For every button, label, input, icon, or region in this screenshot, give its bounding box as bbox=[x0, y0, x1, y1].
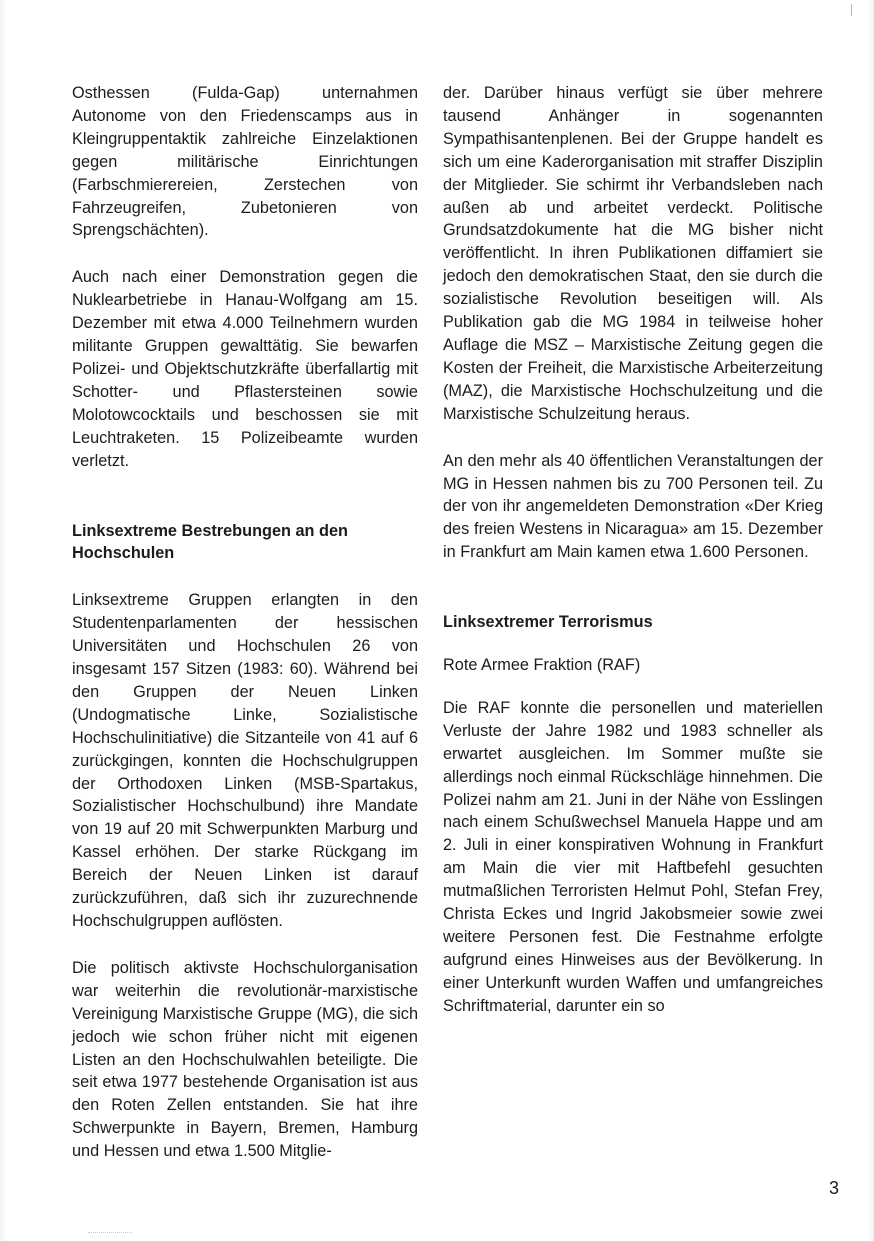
paragraph-mg-organisation: der. Darüber hinaus verfügt sie über mehrere tausend Anhänger in sogenannten Sympathisantenplenen. Bei der Gruppe handelt es sich um eine Kaderorganisation mit straffer Disziplin der Mitglieder. Sie schirmt ihr Verbandsleben nach außen ab und arbeitet verdeckt. Politische Grundsatzdokumente hat die MG bisher nicht veröffentlicht. In ihren Publikationen diffamiert sie jedoch den demokratischen Staat, den sie durch die sozialistische Revolution beseitigen will. Als Publikation gab die MG 1984 in teilweise hoher Auflage die MSZ – Marxistische Zeitung gegen die Kosten der Freiheit, die Marxistische Arbeiterzeitung (MAZ), die Marxistische Hochschulzeitung und die Marxistische Schulzeitung heraus. bbox=[443, 84, 823, 423]
scan-mark bbox=[851, 4, 852, 16]
left-column bbox=[72, 82, 418, 1163]
subheading-raf: Rote Armee Fraktion (RAF) bbox=[443, 656, 641, 675]
paragraph-marxistische-gruppe: Die politisch aktivste Hochschulorganisation war weiterhin die revolutionär-marxistische Vereinigung Marxistische Gruppe (MG), die sich jedoch wie schon früher nicht mit eigenen Listen an den Hochschulwahlen beteiligte. Die seit etwa 1977 bestehende Organisation ist aus den Roten Zellen entstanden. Sie hat ihre Schwerpunkte in Bayern, Bremen, Hamburg und Hessen und etwa 1.500 Mitglie- bbox=[72, 958, 418, 1161]
paragraph-raf: Die RAF konnte die personellen und materiellen Verluste der Jahre 1982 und 1983 schneller als erwartet ausgleichen. Im Sommer mußte sie allerdings noch einmal Rückschläge hinnehmen. Die Polizei nahm am 21. Juni in der Nähe von Esslingen nach einem Schußwechsel Manuela Happe und am 2. Juli in einer konspirativen Wohnung in Frankfurt am Main die vier mit Haftbefehl gesuchten mutmaßlichen Terroristen Helmut Pohl, Stefan Frey, Christa Eckes und Ingrid Jakobsmeier sowie zwei weitere Personen fest. Die Festnahme erfolgte aufgrund eines Hinweises aus der Bevölkerung. In einer Unterkunft wurden Waffen und umfangreiches Schriftmaterial, darunter ein so bbox=[443, 698, 823, 1015]
paragraph-mg-veranstaltungen: An den mehr als 40 öffentlichen Veranstaltungen der MG in Hessen nahmen bis zu 700 Personen teil. Zu der von ihr angemeldeten Demonstration «Der Krieg des freien Westens in Nicaragua» am 15. Dezember in Frankfurt am Main kamen etwa 1.600 Personen. bbox=[443, 451, 823, 562]
paragraph-hanau-demonstration: Auch nach einer Demonstration gegen die Nuklearbetriebe in Hanau-Wolfgang am 15. Dezember mit etwa 4.000 Teilnehmern wurden militante Gruppen gewalttätig. Sie bewarfen Polizei- und Objektschutzkräfte überfallartig mit Schotter- und Pflastersteinen sowie Molotowcocktails und beschossen sie mit Leuchtraketen. 15 Polizeibeamte wurden verletzt. bbox=[72, 268, 418, 470]
scan-artifact bbox=[88, 1232, 132, 1234]
right-column bbox=[443, 82, 823, 1018]
section-heading-terrorismus: Linksextremer Terrorismus bbox=[443, 613, 653, 632]
page-number: 3 bbox=[829, 1178, 840, 1198]
section-heading-hochschulen: Linksextreme Bestrebungen an den Hochschulen bbox=[72, 521, 348, 563]
paragraph-fulda-gap: Osthessen (Fulda-Gap) unternahmen Autonome von den Friedenscamps aus in Kleingruppentaktik zahlreiche Einzelaktionen gegen militärische Einrichtungen (Farbschmierereien, Zerstechen von Fahrzeugreifen, Zubetonieren von Sprengschächten). bbox=[72, 84, 418, 240]
paragraph-studentenparlamente: Linksextreme Gruppen erlangten in den Studentenparlamenten der hessischen Universitäten und Hochschulen 26 von insgesamt 157 Sitzen (1983: 60). Während bei den Gruppen der Neuen Linken (Undogmatische Linke, Sozialistische Hochschulinitiative) die Sitzanteile von 41 auf 6 zurückgingen, konnten die Hochschulgruppen der Orthodoxen Linken (MSB-Spartakus, Sozialistischer Hochschulbund) ihre Mandate von 19 auf 20 mit Schwerpunkten Marburg und Kassel erhöhen. Der starke Rückgang im Bereich der Neuen Linken ist darauf zurückzuführen, daß sich ihr zuzurechnende Hochschulgruppen auflösten. bbox=[72, 591, 418, 930]
